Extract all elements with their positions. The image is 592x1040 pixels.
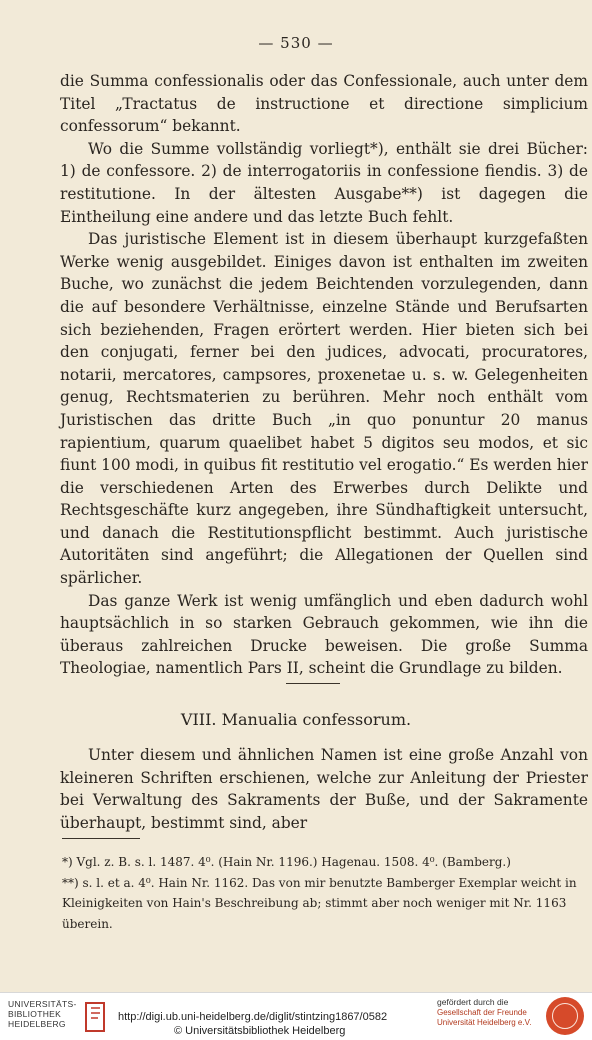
footnote-rule xyxy=(62,838,140,839)
paragraph: die Summa confessionalis oder das Confessionale, auch unter dem Titel „Tractatus de instructione et directione simplicium confessorum“ bekannt. xyxy=(60,72,588,136)
section-divider xyxy=(286,683,340,684)
library-logo[interactable]: UNIVERSITÄTS- BIBLIOTHEK HEIDELBERG xyxy=(8,999,77,1029)
paragraph: Das ganze Werk ist wenig umfänglich und eben dadurch wohl hauptsächlich in so starken Gebrauch gekommen, wie ihn die überaus zahlreichen Drucke beweisen. Die große Summa Theologiae, namentlich Pars II, scheint die Grundlage zu bilden. xyxy=(60,591,588,678)
copyright: © Universitätsbibliothek Heidelberg xyxy=(174,1025,346,1037)
paragraph: Das juristische Element ist in diesem überhaupt kurzgefaßten Werke wenig ausgebildet. Einiges davon ist enthalten im zweiten Buche, wo zunächst die jedem Beichtenden vorzulegenden, dann die auf besondere Verhältnisse, einzelne Stände und Berufsarten sich beziehenden, Fragen erörtert werden. Hier bieten sich bei den conjugati, ferner bei den judices, advocati, procuratores, notarii, mercatores, campsores, proxenetae u. s. w. Gelegenheiten genug, Rechtsmaterien zu berühren. Mehr noch enthält vom Juristischen das dritte Buch „in quo ponuntur 20 manus rapientium, quarum quaelibet habet 5 digitos seu modos, et sic fiunt 100 modi, in quibus fit restitutio vel erogatio.“ Es werden hier die verschiedenen Arten des Erwerbes durch Delikte und Rechtsgeschäfte kurz angegeben, ihre Sündhaftigkeit untersucht, und danach die Restitutionspflicht bestimmt. Auch juristische Autoritäten sind angeführt; die Allegationen der Quellen sind spärlicher. xyxy=(60,230,588,588)
footnotes xyxy=(62,852,586,934)
permalink[interactable]: http://digi.ub.uni-heidelberg.de/diglit/stintzing1867/0582 xyxy=(118,1011,388,1023)
paragraph: Wo die Summe vollständig vorliegt*), enthält sie drei Bücher: 1) de confessore. 2) de interrogatoriis in confessione fiendis. 3) de restitutione. In der ältesten Ausgabe**) ist dagegen die Eintheilung eine andere und das letzte Buch fehlt. xyxy=(60,139,588,226)
sponsor-label: gefördert durch die xyxy=(437,997,509,1007)
sponsor-name[interactable]: Gesellschaft der Freunde Universität Heidelberg e.V. xyxy=(437,1008,532,1027)
seal-icon xyxy=(546,997,584,1035)
footnote: *) Vgl. z. B. s. l. 1487. 4⁰. (Hain Nr. 1196.) Hagenau. 1508. 4⁰. (Bamberg.) xyxy=(62,855,511,869)
viewer-footer xyxy=(0,992,592,1040)
library-mark-icon xyxy=(82,999,108,1035)
section-paragraph: Unter diesem und ähnlichen Namen ist eine große Anzahl von kleineren Schriften erschienen, welche zur Anleitung der Priester bei Verwaltung des Sakraments der Buße, und der Sakramente überhaupt, bestimmt sind, aber xyxy=(60,746,588,832)
main-text xyxy=(60,70,588,680)
page-number: — 530 — xyxy=(258,34,334,52)
section-heading: VIII. Manualia confessorum. xyxy=(180,710,412,729)
footnote: **) s. l. et a. 4⁰. Hain Nr. 1162. Das von mir benutzte Bamberger Exemplar weicht in Kleinigkeiten von Hain's Beschreibung ab; stimmt aber noch weniger mit Nr. 1163 überein. xyxy=(62,875,577,931)
